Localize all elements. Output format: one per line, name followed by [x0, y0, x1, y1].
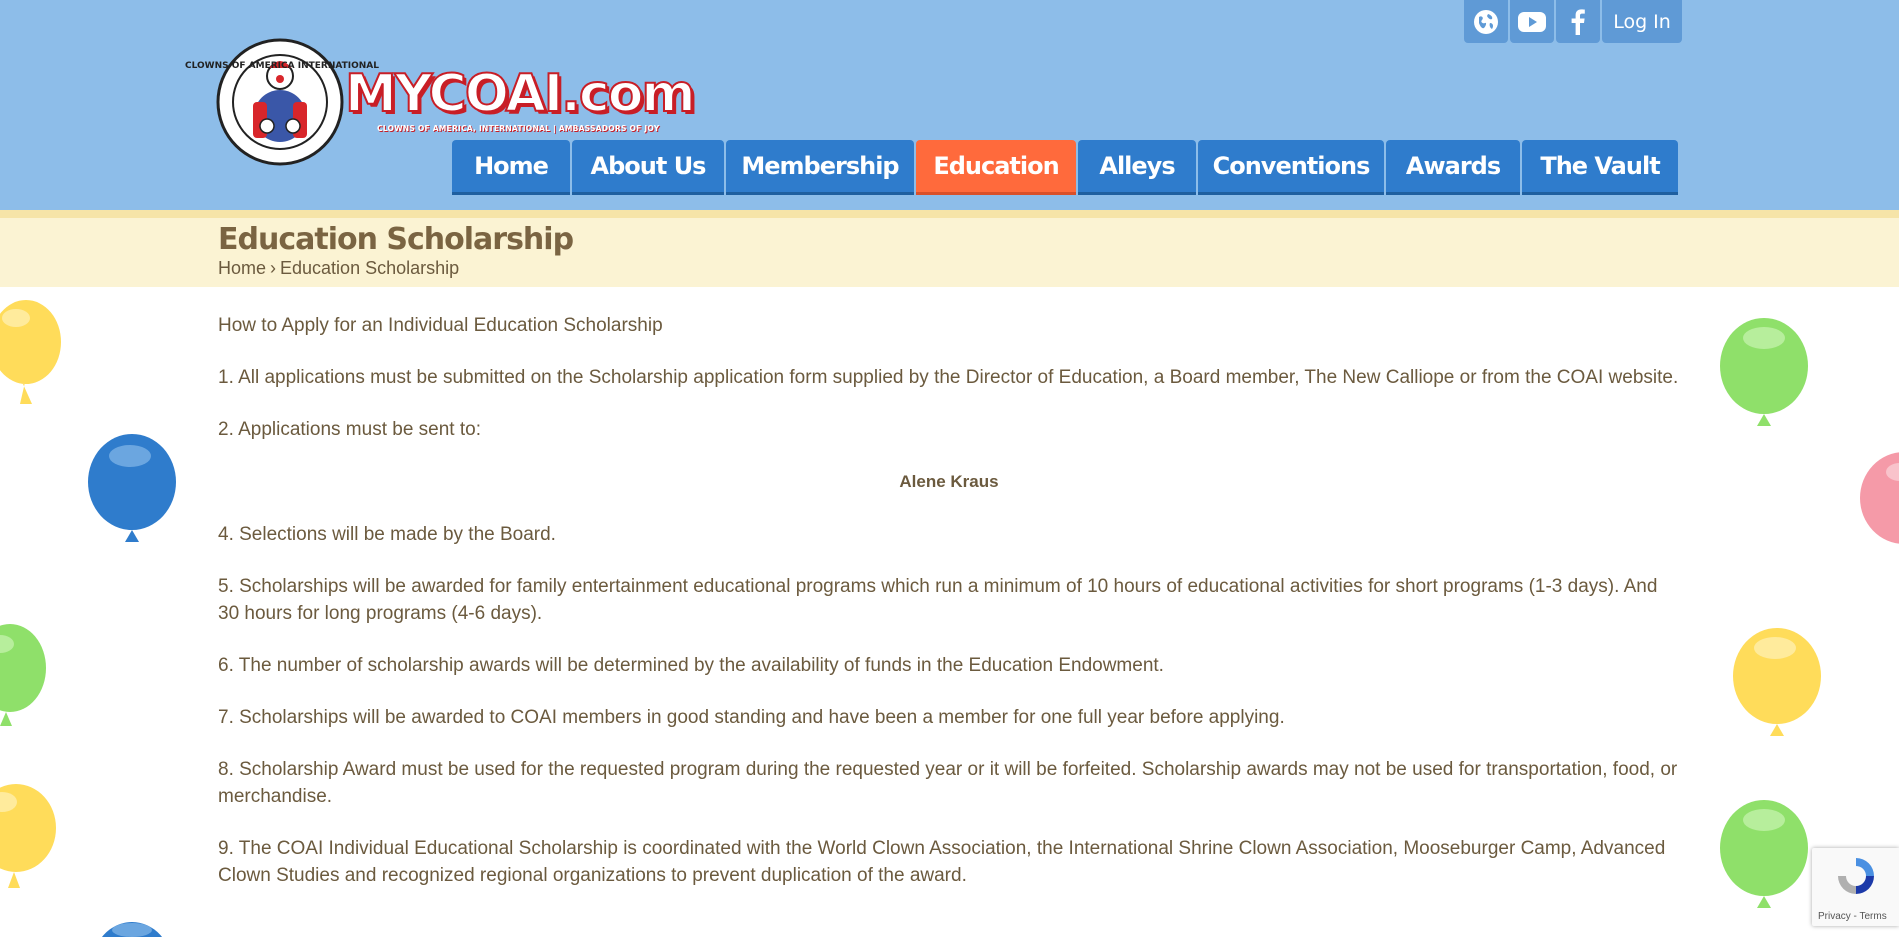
rule-1: 1. All applications must be submitted on the Scholarship application form supplied by the Director of Education, a Board member, The New Calliope or from the COAI website.: [218, 367, 1679, 388]
breadcrumb: [218, 258, 459, 279]
rule-5: 5. Scholarships will be awarded for family entertainment educational programs which run a minimum of 10 hours of educational activities for short programs (1-3 days). And 30 hours for long programs (4-6 days).: [218, 576, 1658, 624]
nav-item-home[interactable]: Home: [452, 140, 570, 195]
nav-item-alleys[interactable]: Alleys: [1078, 140, 1196, 195]
facebook-icon: [1570, 9, 1586, 35]
facebook-button[interactable]: [1556, 0, 1600, 43]
blue-balloon-icon-2: [88, 918, 180, 937]
logo-wordmark: MYCOAI.com: [345, 64, 694, 124]
nav-item-conventions[interactable]: Conventions: [1198, 140, 1384, 195]
nav-item-membership[interactable]: Membership: [726, 140, 914, 195]
green-balloon-icon-2: [1720, 318, 1812, 430]
blue-balloon-icon: [86, 434, 178, 546]
breadcrumb-home[interactable]: Home: [218, 258, 267, 278]
yellow-balloon-icon: [0, 296, 62, 404]
green-balloon-icon: [0, 618, 50, 730]
nav-item-about-us[interactable]: About Us: [572, 140, 724, 195]
breadcrumb-separator: ›: [270, 258, 277, 278]
yellow-balloon-icon-3: [1733, 628, 1825, 740]
seal-text: CLOWNS OF AMERICA INTERNATIONAL: [185, 61, 379, 71]
header-divider: [0, 210, 1899, 218]
recaptcha-links[interactable]: Privacy - Terms: [1818, 911, 1887, 922]
rule-6: 6. The number of scholarship awards will be determined by the availability of funds in the Education Endowment.: [218, 655, 1164, 676]
recaptcha-icon: [1834, 854, 1878, 898]
logo-tagline: CLOWNS OF AMERICA, INTERNATIONAL | AMBASSADORS OF JOY: [377, 124, 660, 133]
address-name: Alene Kraus: [899, 472, 999, 491]
globe-icon: [1473, 9, 1499, 35]
youtube-icon: [1518, 11, 1546, 33]
yellow-balloon-icon-2: [0, 780, 62, 892]
rule-9: 9. The COAI Individual Educational Scholarship is coordinated with the World Clown Association, the International Shrine Clown Association, Mooseburger Camp, Advanced Clown Studies and recognized regional organizations to prevent duplication of the award.: [218, 838, 1666, 886]
globe-button[interactable]: [1464, 0, 1508, 43]
youtube-button[interactable]: [1510, 0, 1554, 43]
page-title: Education Scholarship: [218, 222, 574, 257]
green-balloon-icon-3: [1720, 800, 1812, 912]
rule-7: 7. Scholarships will be awarded to COAI members in good standing and have been a member for one full year before applying.: [218, 707, 1285, 728]
pink-balloon-icon: [1860, 452, 1899, 548]
nav-item-education[interactable]: Education: [916, 140, 1076, 195]
rule-2: 2. Applications must be sent to:: [218, 419, 481, 440]
main-nav: [452, 140, 1678, 195]
login-button[interactable]: Log In: [1602, 0, 1682, 43]
nav-item-awards[interactable]: Awards: [1386, 140, 1520, 195]
breadcrumb-current: Education Scholarship: [280, 258, 460, 278]
scholarship-content: [218, 312, 1680, 914]
recaptcha-badge[interactable]: [1812, 848, 1899, 926]
intro-heading: How to Apply for an Individual Education Scholarship: [218, 315, 663, 336]
rule-8: 8. Scholarship Award must be used for the requested program during the requested year or it will be forfeited. Scholarship awards may not be used for transportation, food, or merchandise.: [218, 759, 1678, 807]
rule-4: 4. Selections will be made by the Board.: [218, 524, 556, 545]
social-bar: [1464, 0, 1682, 43]
nav-item-the-vault[interactable]: The Vault: [1522, 140, 1678, 195]
